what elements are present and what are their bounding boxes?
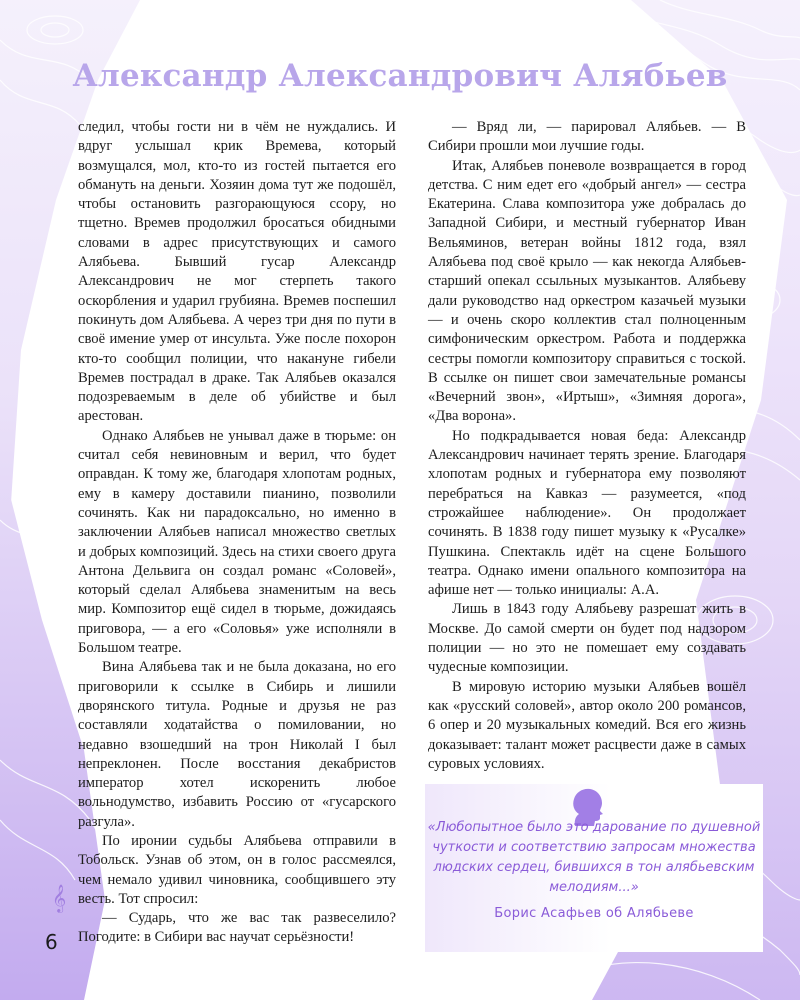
- paragraph: — Вряд ли, — парировал Алябьев. — В Сибири прошли мои лучшие годы.: [428, 119, 746, 155]
- paragraph: Вина Алябьева так и не была доказана, но его приговорили к ссылке в Сибирь и лишили дворянского титула. Родные и друзья не раз составляли ходатайства о помиловании, но недавно взошедший на трон Николай I был непреклонен. После восстания декабристов император хотел искоренить любое вольнодумство, избавить Россию от «гусарского разгула».: [78, 659, 396, 830]
- left-text-column: [78, 118, 396, 948]
- quote: [425, 818, 763, 924]
- paragraph: Лишь в 1843 году Алябьеву разрешат жить в Москве. До самой смерти он будет под надзором полиции — но это не помешает ему создавать чудесные композиции.: [428, 601, 746, 676]
- paragraph: следил, чтобы гости ни в чём не нуждались. И вдруг услышал крик Времева, который возмущался, мол, кто-то из гостей пытается его обмануть на деньги. Хозяин дома тут же подошёл, чтобы остановить разгорающуюся ссору, но тщетно. Времев продолжил бросаться обидными словами в адрес присутствующих и самого Алябьева. Бывший гусар Александр Александрович не мог стерпеть такого оскорбления и ударил грубияна. Времев поспешил покинуть дом Алябьева. А через три дня по пути в своё имение умер от инсульта. Уже после похорон кто-то сообщил полиции, что накануне гибели Времев пострадал в драке. Так Алябьев оказался подозреваемым в деле об убийстве и был арестован.: [78, 119, 396, 425]
- paragraph: — Сударь, что же вас так развеселило? Погодите: в Сибири вас научат серьёзности!: [78, 910, 396, 946]
- right-text-column: [428, 118, 746, 774]
- treble-clef-icon: 𝄞: [52, 884, 67, 912]
- page-title: Александр Александрович Алябьев: [72, 58, 728, 94]
- paragraph: Итак, Алябьев поневоле возвращается в город детства. С ним едет его «добрый ангел» — сестра Екатерина. Слава композитора уже добралась до Западной Сибири, и местный губернатор Иван Вельяминов, ветеран войны 1812 года, взял Алябьева под своё крыло — как некогда Алябьев-старший опекал ссыльных музыкантов. Алябьеву дали руководство над оркестром казачьей музыки — и очень скоро коллектив стал полноценным симфоническим оркестром. Работа и поддержка сестры помогли композитору справиться с тоской. В ссылке он пишет свои замечательные романсы «Вечерний звон», «Иртыш», «Зимняя дорога», «Два ворона».: [428, 157, 746, 425]
- paragraph: Однако Алябьев не унывал даже в тюрьме: он считал себя невиновным и верил, что будет оправдан. К тому же, благодаря хлопотам родных, ему в камеру доставили пианино, позволили сочинять. Как ни парадоксально, но именно в заключении Алябьев написал множество светлых и добрых композиций. Здесь на стихи своего друга Антона Дельвига он создал романс «Соловей», который сделал Алябьева знаменитым на весь мир. Композитор ещё сидел в тюрьме, дожидаясь приговора, — а его «Соловья» уже исполняли в Большом театре.: [78, 427, 396, 657]
- page-number: 6: [45, 930, 58, 954]
- paragraph: По иронии судьбы Алябьева отправили в Тобольск. Узнав об этом, он в голос рассмеялся, чем немало удивил чиновника, сообщившего эту весть. Тот спросил:: [78, 832, 396, 907]
- paragraph: В мировую историю музыки Алябьев вошёл как «русский соловей», автор около 200 романсов, 6 опер и 20 музыкальных комедий. Вся его жизнь доказывает: талант может расцвести даже в самых суровых условиях.: [428, 678, 746, 772]
- quote-text: «Любопытное было это дарование по душевной чуткости и соответствию запросам множества людских сердец, бившихся в тон алябьевским мелодиям...»: [427, 820, 761, 895]
- paragraph: Но подкрадывается новая беда: Александр Александрович начинает терять зрение. Благодаря хлопотам родных и губернатора ему позволяют перебраться на Кавказ — разумеется, «под строжайшее наблюдение». Он продолжает сочинять. В 1838 году пишет музыку к «Русалке» Пушкина. Спектакль идёт на сцене Большого театра. Однако имени опального композитора на афише нет — только инициалы: А.А.: [428, 427, 746, 599]
- quote-author: Борис Асафьев об Алябьеве: [494, 906, 694, 921]
